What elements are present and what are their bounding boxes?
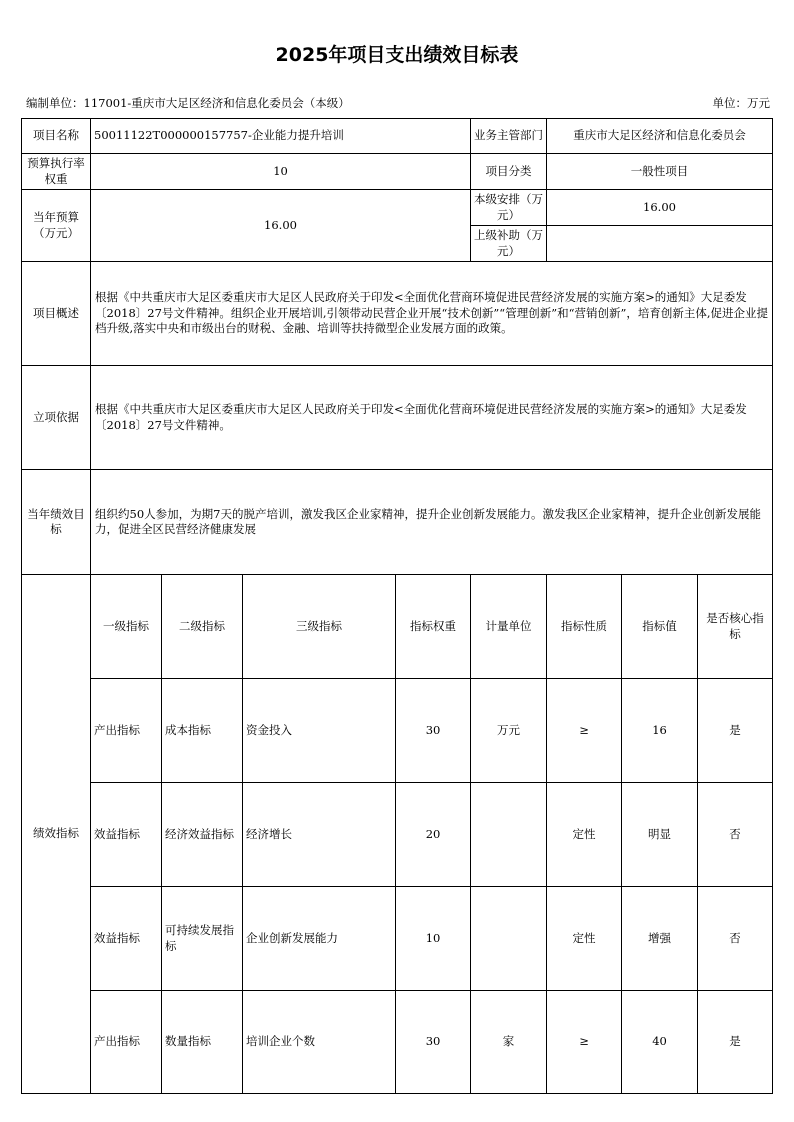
subsidy-value bbox=[547, 226, 773, 262]
nature-cell: 定性 bbox=[547, 783, 622, 887]
unit-cell: 万元 bbox=[471, 679, 547, 783]
header-cell: 计量单位 bbox=[471, 575, 547, 679]
level3-cell: 资金投入 bbox=[243, 679, 396, 783]
header-cell: 指标权重 bbox=[396, 575, 471, 679]
budget-label: 当年预算（万元） bbox=[22, 190, 91, 262]
table-row bbox=[22, 783, 773, 887]
basis-label: 立项依据 bbox=[22, 366, 91, 470]
nature-cell: ≥ bbox=[547, 679, 622, 783]
weight-cell: 30 bbox=[396, 991, 471, 1094]
goal-label: 当年绩效目标 bbox=[22, 470, 91, 575]
org-label: 编制单位： bbox=[26, 96, 84, 110]
local-value: 16.00 bbox=[547, 190, 773, 226]
nature-cell: 定性 bbox=[547, 887, 622, 991]
core-cell: 否 bbox=[698, 887, 773, 991]
project-name-value: 50011122T000000157757-企业能力提升培训 bbox=[91, 119, 471, 154]
weight-cell: 10 bbox=[396, 887, 471, 991]
overview-label: 项目概述 bbox=[22, 262, 91, 366]
header-cell: 三级指标 bbox=[243, 575, 396, 679]
table-row bbox=[22, 679, 773, 783]
value-cell: 增强 bbox=[622, 887, 698, 991]
level2-cell: 可持续发展指标 bbox=[162, 887, 243, 991]
weight-value: 10 bbox=[91, 154, 471, 190]
value-cell: 40 bbox=[622, 991, 698, 1094]
basis-text: 根据《中共重庆市大足区委重庆市大足区人民政府关于印发<全面优化营商环境促进民营经济发展的实施方案>的通知》大足委发〔2018〕27号文件精神。 bbox=[91, 366, 773, 470]
level1-cell: 效益指标 bbox=[91, 783, 162, 887]
category-label: 项目分类 bbox=[471, 154, 547, 190]
unit-cell bbox=[471, 887, 547, 991]
level3-cell: 培训企业个数 bbox=[243, 991, 396, 1094]
core-cell: 否 bbox=[698, 783, 773, 887]
level2-cell: 数量指标 bbox=[162, 991, 243, 1094]
org-value: 117001-重庆市大足区经济和信息化委员会（本级） bbox=[83, 96, 350, 110]
weight-cell: 20 bbox=[396, 783, 471, 887]
overview-text: 根据《中共重庆市大足区委重庆市大足区人民政府关于印发<全面优化营商环境促进民营经济发展的实施方案>的通知》大足委发〔2018〕27号文件精神。组织企业开展培训,引领带动民营企业开展“技术创新”“管理创新”和“营销创新”，培育创新主体,促进企业提档升级,落实中央和市级出台的财税、金融、培训等扶持微型企业发展方面的政策。 bbox=[91, 262, 773, 366]
indicators-label: 绩效指标 bbox=[22, 575, 91, 1094]
org-line bbox=[26, 95, 350, 111]
money-unit: 单位：万元 bbox=[712, 96, 770, 110]
local-label: 本级安排（万元） bbox=[471, 190, 547, 226]
header-cell: 指标性质 bbox=[547, 575, 622, 679]
unit-cell bbox=[471, 783, 547, 887]
table-row bbox=[22, 991, 773, 1094]
header-cell: 一级指标 bbox=[91, 575, 162, 679]
weight-label: 预算执行率权重 bbox=[22, 154, 91, 190]
level3-cell: 经济增长 bbox=[243, 783, 396, 887]
performance-table bbox=[21, 118, 773, 1094]
page-title: 2025年项目支出绩效目标表 bbox=[275, 44, 519, 66]
level1-cell: 效益指标 bbox=[91, 887, 162, 991]
subsidy-label: 上级补助（万元） bbox=[471, 226, 547, 262]
level3-cell: 企业创新发展能力 bbox=[243, 887, 396, 991]
core-cell: 是 bbox=[698, 991, 773, 1094]
nature-cell: ≥ bbox=[547, 991, 622, 1094]
level2-cell: 成本指标 bbox=[162, 679, 243, 783]
weight-cell: 30 bbox=[396, 679, 471, 783]
value-cell: 明显 bbox=[622, 783, 698, 887]
unit-cell: 家 bbox=[471, 991, 547, 1094]
level1-cell: 产出指标 bbox=[91, 991, 162, 1094]
project-name-label: 项目名称 bbox=[22, 119, 91, 154]
header-cell: 指标值 bbox=[622, 575, 698, 679]
dept-value: 重庆市大足区经济和信息化委员会 bbox=[547, 119, 773, 154]
budget-value: 16.00 bbox=[91, 190, 471, 262]
goal-text: 组织约50人参加，为期7天的脱产培训，激发我区企业家精神，提升企业创新发展能力。激发我区企业家精神，提升企业创新发展能力，促进全区民营经济健康发展 bbox=[91, 470, 773, 575]
header-cell: 二级指标 bbox=[162, 575, 243, 679]
category-value: 一般性项目 bbox=[547, 154, 773, 190]
table-row bbox=[22, 887, 773, 991]
value-cell: 16 bbox=[622, 679, 698, 783]
level1-cell: 产出指标 bbox=[91, 679, 162, 783]
dept-label: 业务主管部门 bbox=[471, 119, 547, 154]
core-cell: 是 bbox=[698, 679, 773, 783]
header-cell: 是否核心指标 bbox=[698, 575, 773, 679]
level2-cell: 经济效益指标 bbox=[162, 783, 243, 887]
